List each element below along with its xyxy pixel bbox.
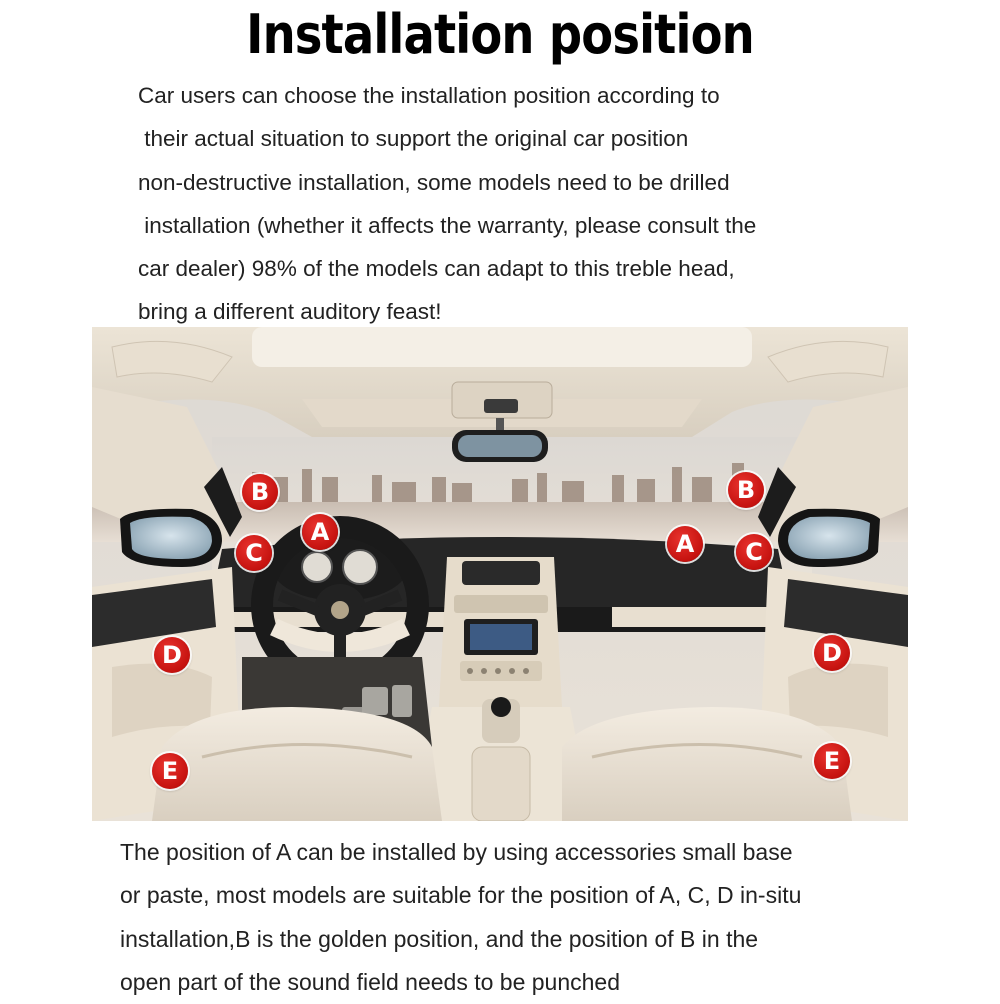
marker-left-e: E bbox=[152, 753, 188, 789]
car-interior-illustration bbox=[92, 327, 908, 821]
marker-right-a: A bbox=[667, 526, 703, 562]
intro-line: their actual situation to support the original car position bbox=[138, 126, 689, 152]
intro-line: non-destructive installation, some models need to be drilled bbox=[138, 169, 730, 195]
outro-paragraph bbox=[120, 831, 801, 1004]
marker-right-d: D bbox=[814, 635, 850, 671]
intro-line: car dealer) 98% of the models can adapt to this treble head, bbox=[138, 256, 735, 282]
intro-line: bring a different auditory feast! bbox=[138, 299, 442, 325]
page-title: Installation position bbox=[246, 3, 754, 66]
outro-line: open part of the sound field needs to be punched bbox=[120, 968, 621, 995]
marker-right-c: C bbox=[736, 534, 772, 570]
intro-line: Car users can choose the installation position according to bbox=[138, 83, 720, 108]
outro-line: installation,B is the golden position, and the position of B in the bbox=[120, 925, 759, 952]
marker-left-d: D bbox=[154, 637, 190, 673]
outro-line: or paste, most models are suitable for the position of A, C, D in-situ bbox=[120, 882, 802, 909]
marker-left-c: C bbox=[236, 535, 272, 571]
car-interior-photo bbox=[92, 327, 908, 821]
marker-left-b: B bbox=[242, 474, 278, 510]
marker-right-e: E bbox=[814, 743, 850, 779]
outro-line: The position of A can be installed by using accessories small base bbox=[120, 839, 793, 865]
intro-paragraph bbox=[138, 74, 756, 334]
marker-left-a: A bbox=[302, 514, 338, 550]
marker-right-b: B bbox=[728, 472, 764, 508]
intro-line: installation (whether it affects the warranty, please consult the bbox=[138, 212, 757, 238]
